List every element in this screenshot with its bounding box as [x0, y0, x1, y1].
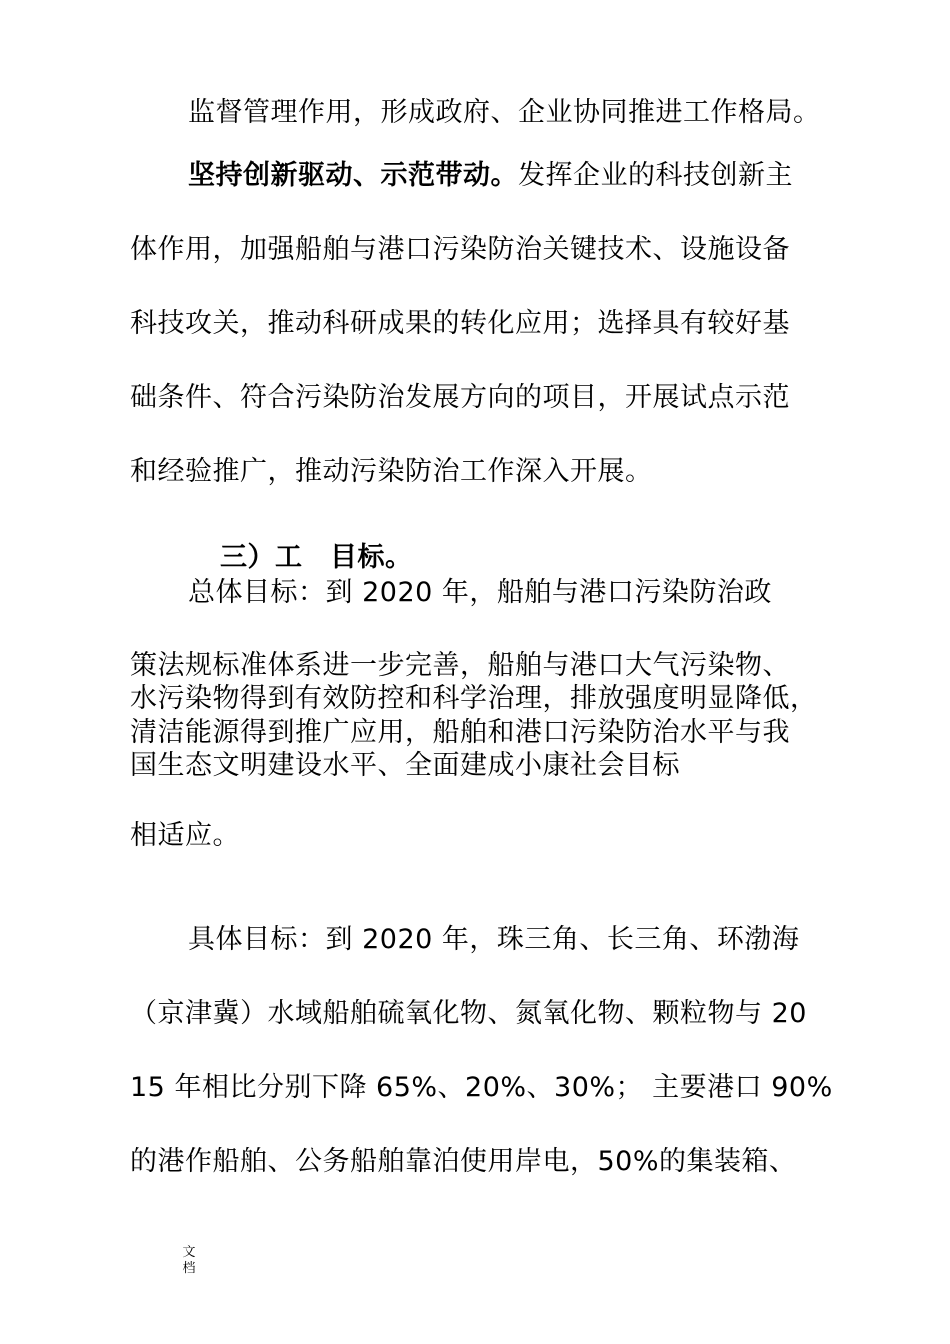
- text-line: 监督管理作用，形成政府、企业协同推进工作格局。: [188, 97, 821, 128]
- text-line: 总体目标：到 2020 年，船舶与港口污染防治政: [188, 577, 772, 608]
- text-line: 础条件、符合污染防治发展方向的项目，开展试点示范: [130, 382, 790, 413]
- line-text: 发挥企业的科技创新主: [518, 160, 793, 191]
- text-line: [188, 158, 793, 194]
- text-line: 的港作船舶、公务船舶靠泊使用岸电，50%的集装箱、: [130, 1146, 797, 1177]
- bold-lead: 坚持创新驱动、示范带动。: [188, 160, 518, 191]
- section-heading: 三）工 目标。: [220, 542, 413, 573]
- text-line: 具体目标：到 2020 年，珠三角、长三角、环渤海: [188, 924, 800, 955]
- text-line: 15 年相比分别下降 65%、20%、30%； 主要港口 90%: [130, 1072, 833, 1103]
- text-line: （京津冀）水域船舶硫氧化物、氮氧化物、颗粒物与 20: [130, 998, 807, 1029]
- text-line: 和经验推广，推动污染防治工作深入开展。: [130, 456, 653, 487]
- text-line: 清洁能源得到推广应用，船舶和港口污染防治水平与我: [130, 717, 790, 748]
- text-line: 体作用，加强船舶与港口污染防治关键技术、设施设备: [130, 234, 790, 265]
- footer-label: 文 档: [182, 1245, 196, 1276]
- text-line: 科技攻关，推动科研成果的转化应用；选择具有较好基: [130, 308, 790, 339]
- text-line: 策法规标准体系进一步完善，船舶与港口大气污染物、: [130, 650, 790, 681]
- text-line: 相适应。: [130, 820, 240, 851]
- text-line: 国生态文明建设水平、全面建成小康社会目标: [130, 750, 680, 781]
- text-line: 水污染物得到有效防控和科学治理，排放强度明显降低，: [130, 683, 818, 714]
